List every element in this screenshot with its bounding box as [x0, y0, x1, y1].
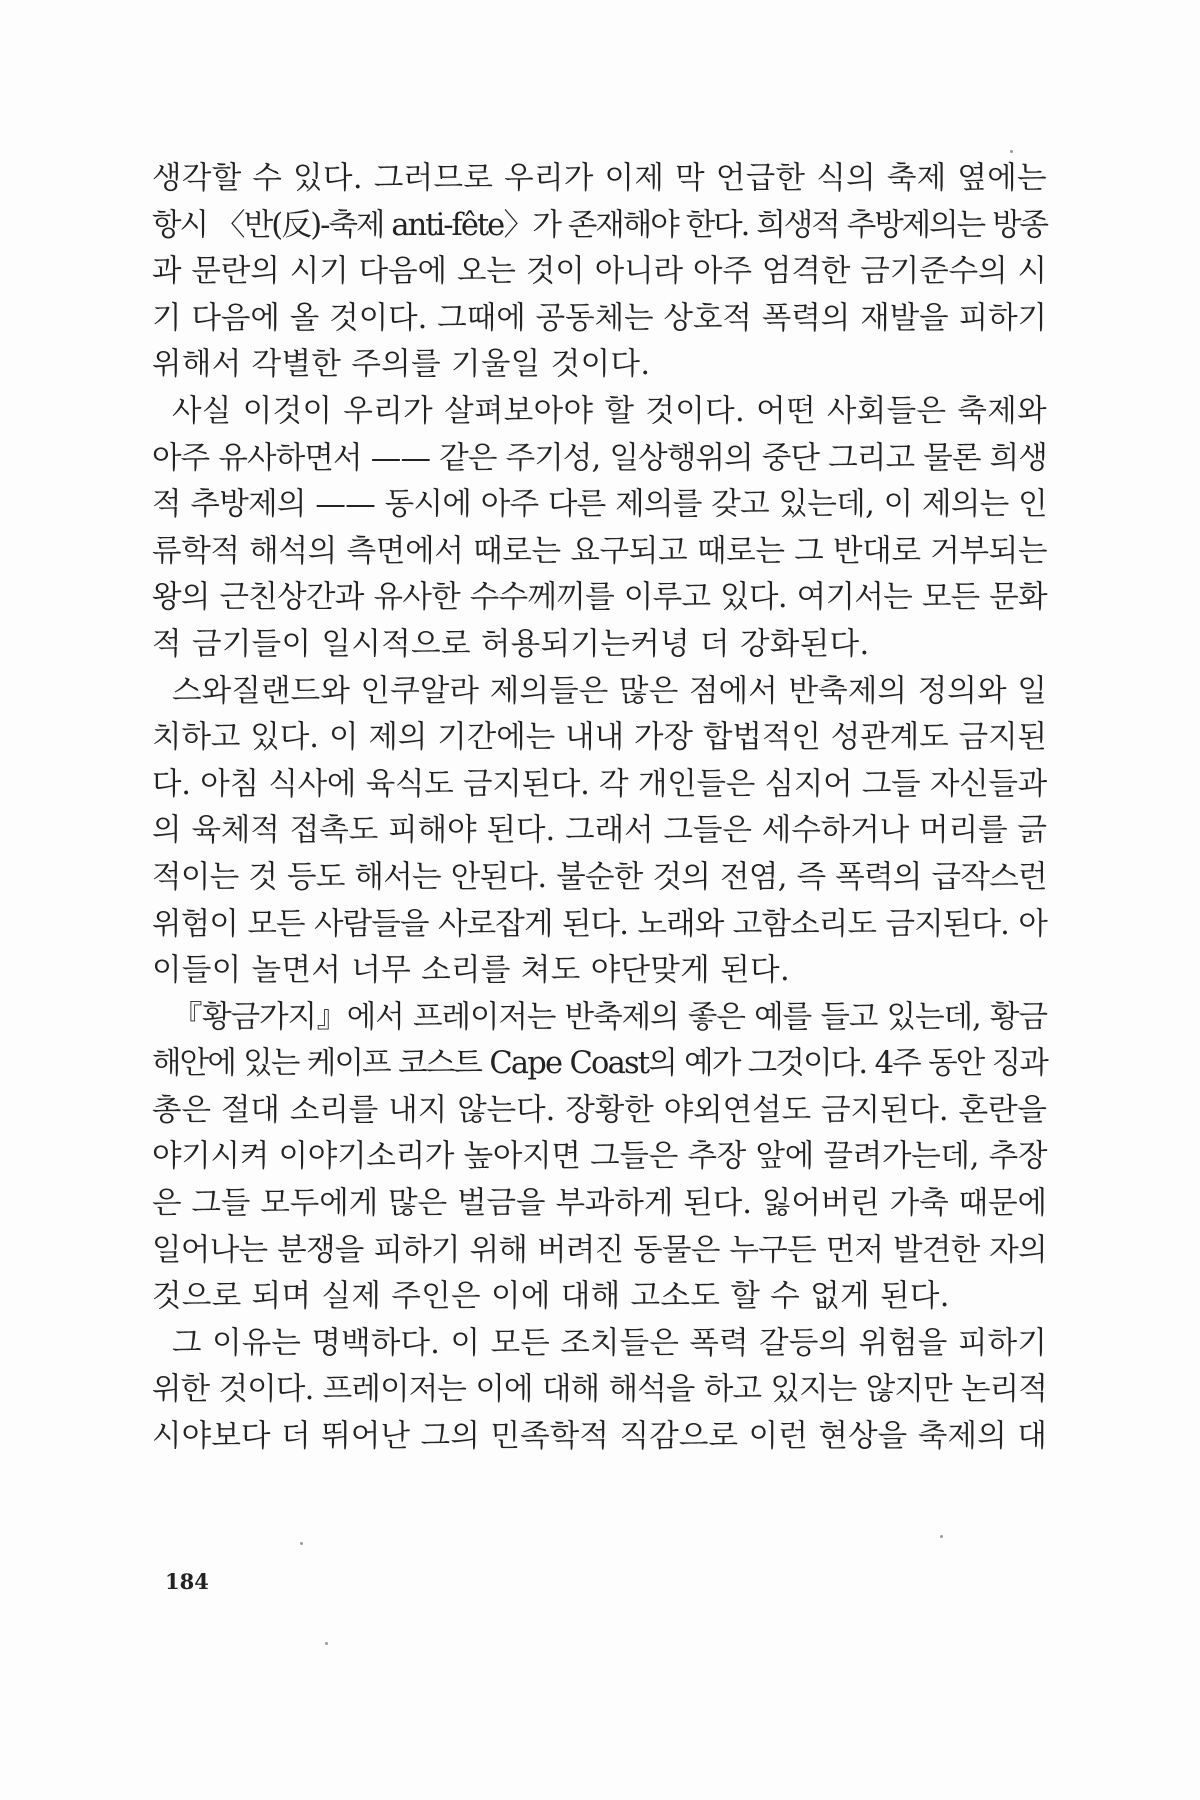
text-line: 것으로 되며 실제 주인은 이에 대해 고소도 할 수 없게 된다. [152, 1279, 950, 1315]
paragraph-5 [152, 1321, 1047, 1461]
text-line: 적이는 것 등도 해서는 안된다. 불순한 것의 전염, 즉 폭력의 급작스런 [152, 859, 1047, 895]
text-line: 왕의 근친상간과 유사한 수수께끼를 이루고 있다. 여기서는 모든 문화 [152, 580, 1047, 616]
text-line: 이들이 놀면서 너무 소리를 쳐도 야단맞게 된다. [152, 953, 791, 989]
paragraph-4 [152, 995, 1047, 1321]
text-line: 일어나는 분쟁을 피하기 위해 버려진 동물은 누구든 먼저 발견한 자의 [152, 1232, 1047, 1268]
text-line: 시야보다 더 뛰어난 그의 민족학적 직감으로 이런 현상을 축제의 대 [152, 1419, 1047, 1455]
text-line: 은 그들 모두에게 많은 벌금을 부과하게 된다. 잃어버린 가축 때문에 [152, 1186, 1047, 1222]
text-line: 적 추방제의 —— 동시에 아주 다른 제의를 갖고 있는데, 이 제의는 인 [152, 487, 1047, 523]
text-line: 사실 이것이 우리가 살펴보아야 할 것이다. 어떤 사회들은 축제와 [172, 393, 1047, 429]
paragraph-1 [152, 156, 1047, 389]
text-line: 위한 것이다. 프레이저는 이에 대해 해석을 하고 있지는 않지만 논리적 [152, 1372, 1047, 1408]
text-line: 생각할 수 있다. 그러므로 우리가 이제 막 언급한 식의 축제 옆에는 [152, 161, 1047, 196]
paragraph-3 [152, 669, 1047, 995]
text-line: 그 이유는 명백하다. 이 모든 조치들은 폭력 갈등의 위험을 피하기 [172, 1325, 1047, 1361]
text-line: 『황금가지』에서 프레이저는 반축제의 좋은 예를 들고 있는데, 황금 [172, 999, 1047, 1035]
text-line: 스와질랜드와 인쿠알라 제의들은 많은 점에서 반축제의 정의와 일 [172, 673, 1047, 709]
text-line: 의 육체적 접촉도 피해야 된다. 그래서 그들은 세수하거나 머리를 긁 [152, 813, 1047, 849]
text-line: 과 문란의 시기 다음에 오는 것이 아니라 아주 엄격한 금기준수의 시 [152, 254, 1047, 290]
text-line: 총은 절대 소리를 내지 않는다. 장황한 야외연설도 금지된다. 혼란을 [152, 1092, 1047, 1128]
text-line: 위해서 각별한 주의를 기울일 것이다. [152, 347, 651, 383]
text-line: 치하고 있다. 이 제의 기간에는 내내 가장 합법적인 성관계도 금지된 [152, 720, 1047, 756]
text-line: 기 다음에 올 것이다. 그때에 공동체는 상호적 폭력의 재발을 피하기 [152, 300, 1047, 336]
text-line: 항시 〈반(反)-축제 anti-fête〉가 존재해야 한다. 희생적 추방제의는 방종 [152, 207, 1047, 243]
text-line: 아주 유사하면서 —— 같은 주기성, 일상행위의 중단 그리고 물론 희생 [152, 440, 1047, 476]
body-text [152, 156, 1047, 1461]
scan-speck [1010, 150, 1013, 153]
text-line: 해안에 있는 케이프 코스트 Cape Coast의 예가 그것이다. 4주 동안 징과 [152, 1046, 1047, 1082]
text-line: 류학적 해석의 측면에서 때로는 요구되고 때로는 그 반대로 거부되는 [152, 533, 1048, 569]
paragraph-2 [152, 389, 1047, 669]
scan-speck [940, 1535, 943, 1538]
text-line: 다. 아침 식사에 육식도 금지된다. 각 개인들은 심지어 그들 자신들과 [152, 766, 1047, 802]
text-line: 적 금기들이 일시적으로 허용되기는커녕 더 강화된다. [152, 626, 870, 662]
page-number: 184 [165, 1569, 209, 1594]
text-line: 위험이 모든 사람들을 사로잡게 된다. 노래와 고함소리도 금지된다. 아 [152, 906, 1047, 942]
scan-speck [325, 1642, 328, 1645]
scan-speck [300, 1542, 303, 1545]
text-line: 야기시켜 이야기소리가 높아지면 그들은 추장 앞에 끌려가는데, 추장 [152, 1139, 1048, 1175]
